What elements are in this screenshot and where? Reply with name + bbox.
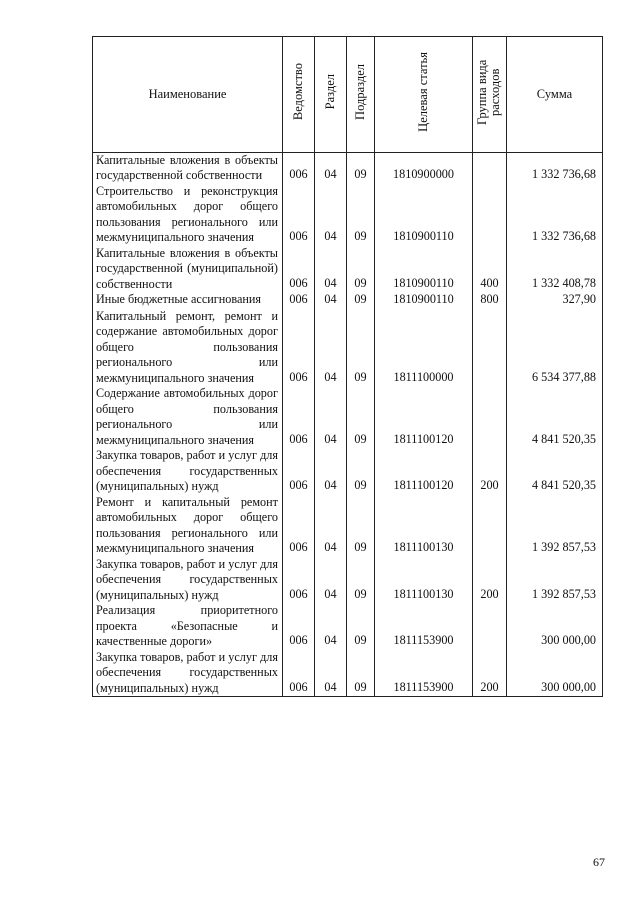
row-summa: 1 392 857,53 xyxy=(507,557,603,604)
row-gruppa xyxy=(473,184,507,246)
row-name: Реализация приоритетного проекта «Безопасные и качественные дороги» xyxy=(93,603,283,650)
row-name: Иные бюджетные ассигнования xyxy=(93,292,283,309)
row-summa: 1 332 736,68 xyxy=(507,152,603,184)
row-gruppa xyxy=(473,152,507,184)
row-celevaya: 1811100000 xyxy=(375,309,473,387)
row-summa: 300 000,00 xyxy=(507,603,603,650)
table-row xyxy=(93,246,603,293)
table-row xyxy=(93,152,603,184)
row-summa: 1 332 408,78 xyxy=(507,246,603,293)
row-name: Капитальные вложения в объекты государственной собственности xyxy=(93,152,283,184)
row-podrazdel: 09 xyxy=(347,184,375,246)
table-row xyxy=(93,557,603,604)
row-razdel: 04 xyxy=(315,603,347,650)
row-celevaya: 1811100130 xyxy=(375,557,473,604)
row-ved: 006 xyxy=(283,152,315,184)
row-razdel: 04 xyxy=(315,448,347,495)
row-gruppa: 400 xyxy=(473,246,507,293)
header-gruppa-label: Группа вида расходов xyxy=(474,59,502,125)
row-podrazdel: 09 xyxy=(347,246,375,293)
row-summa: 300 000,00 xyxy=(507,650,603,697)
row-ved: 006 xyxy=(283,292,315,309)
row-gruppa xyxy=(473,495,507,557)
row-name: Строительство и реконструкция автомобильных дорог общего пользования регионального или межмуниципального значения xyxy=(93,184,283,246)
row-celevaya: 1811153900 xyxy=(375,603,473,650)
header-ved xyxy=(283,37,315,153)
row-gruppa: 200 xyxy=(473,650,507,697)
header-ved-label: Ведомство xyxy=(291,63,305,121)
row-podrazdel: 09 xyxy=(347,495,375,557)
header-podrazdel-label: Подраздел xyxy=(353,64,367,120)
row-summa: 327,90 xyxy=(507,292,603,309)
header-gruppa xyxy=(473,37,507,153)
row-gruppa: 200 xyxy=(473,448,507,495)
row-ved: 006 xyxy=(283,184,315,246)
table-row xyxy=(93,650,603,697)
row-ved: 006 xyxy=(283,557,315,604)
table-row xyxy=(93,184,603,246)
header-razdel-label: Раздел xyxy=(323,74,337,110)
row-name: Капитальный ремонт, ремонт и содержание автомобильных дорог общего пользования регионального или межмуниципального значения xyxy=(93,309,283,387)
row-ved: 006 xyxy=(283,650,315,697)
table-row xyxy=(93,495,603,557)
row-name: Ремонт и капитальный ремонт автомобильных дорог общего пользования регионального или межмуниципального значения xyxy=(93,495,283,557)
row-ved: 006 xyxy=(283,386,315,448)
header-celevaya-label: Целевая статья xyxy=(416,52,430,132)
row-ved: 006 xyxy=(283,495,315,557)
row-ved: 006 xyxy=(283,309,315,387)
table-row xyxy=(93,386,603,448)
row-podrazdel: 09 xyxy=(347,557,375,604)
row-summa: 6 534 377,88 xyxy=(507,309,603,387)
row-razdel: 04 xyxy=(315,152,347,184)
table-row xyxy=(93,448,603,495)
row-celevaya: 1810900110 xyxy=(375,246,473,293)
table-row xyxy=(93,603,603,650)
row-celevaya: 1811153900 xyxy=(375,650,473,697)
row-summa: 1 332 736,68 xyxy=(507,184,603,246)
row-razdel: 04 xyxy=(315,495,347,557)
row-razdel: 04 xyxy=(315,557,347,604)
row-razdel: 04 xyxy=(315,309,347,387)
row-gruppa: 800 xyxy=(473,292,507,309)
row-celevaya: 1810900110 xyxy=(375,184,473,246)
row-name: Закупка товаров, работ и услуг для обеспечения государственных (муниципальных) нужд xyxy=(93,448,283,495)
table-row xyxy=(93,292,603,309)
row-celevaya: 1810900110 xyxy=(375,292,473,309)
row-gruppa xyxy=(473,309,507,387)
row-celevaya: 1811100120 xyxy=(375,386,473,448)
header-summa: Сумма xyxy=(507,37,603,153)
budget-table xyxy=(92,36,603,697)
row-razdel: 04 xyxy=(315,184,347,246)
row-name: Закупка товаров, работ и услуг для обеспечения государственных (муниципальных) нужд xyxy=(93,650,283,697)
row-gruppa xyxy=(473,386,507,448)
row-podrazdel: 09 xyxy=(347,650,375,697)
row-ved: 006 xyxy=(283,448,315,495)
row-podrazdel: 09 xyxy=(347,309,375,387)
row-celevaya: 1811100130 xyxy=(375,495,473,557)
row-gruppa: 200 xyxy=(473,557,507,604)
header-name: Наименование xyxy=(93,37,283,153)
row-ved: 006 xyxy=(283,603,315,650)
header-podrazdel xyxy=(347,37,375,153)
row-podrazdel: 09 xyxy=(347,152,375,184)
header-celevaya xyxy=(375,37,473,153)
row-gruppa xyxy=(473,603,507,650)
row-celevaya: 1811100120 xyxy=(375,448,473,495)
row-razdel: 04 xyxy=(315,650,347,697)
row-razdel: 04 xyxy=(315,292,347,309)
row-podrazdel: 09 xyxy=(347,386,375,448)
row-razdel: 04 xyxy=(315,246,347,293)
row-razdel: 04 xyxy=(315,386,347,448)
row-name: Закупка товаров, работ и услуг для обеспечения государственных (муниципальных) нужд xyxy=(93,557,283,604)
page-number: 67 xyxy=(593,855,605,869)
table-row xyxy=(93,309,603,387)
row-name: Содержание автомобильных дорог общего пользования регионального или межмуниципального значения xyxy=(93,386,283,448)
row-summa: 4 841 520,35 xyxy=(507,386,603,448)
row-name: Капитальные вложения в объекты государственной (муниципальной) собственности xyxy=(93,246,283,293)
row-ved: 006 xyxy=(283,246,315,293)
row-podrazdel: 09 xyxy=(347,603,375,650)
header-razdel xyxy=(315,37,347,153)
row-podrazdel: 09 xyxy=(347,292,375,309)
row-celevaya: 1810900000 xyxy=(375,152,473,184)
row-summa: 4 841 520,35 xyxy=(507,448,603,495)
table-header-row xyxy=(93,37,603,153)
row-podrazdel: 09 xyxy=(347,448,375,495)
row-summa: 1 392 857,53 xyxy=(507,495,603,557)
